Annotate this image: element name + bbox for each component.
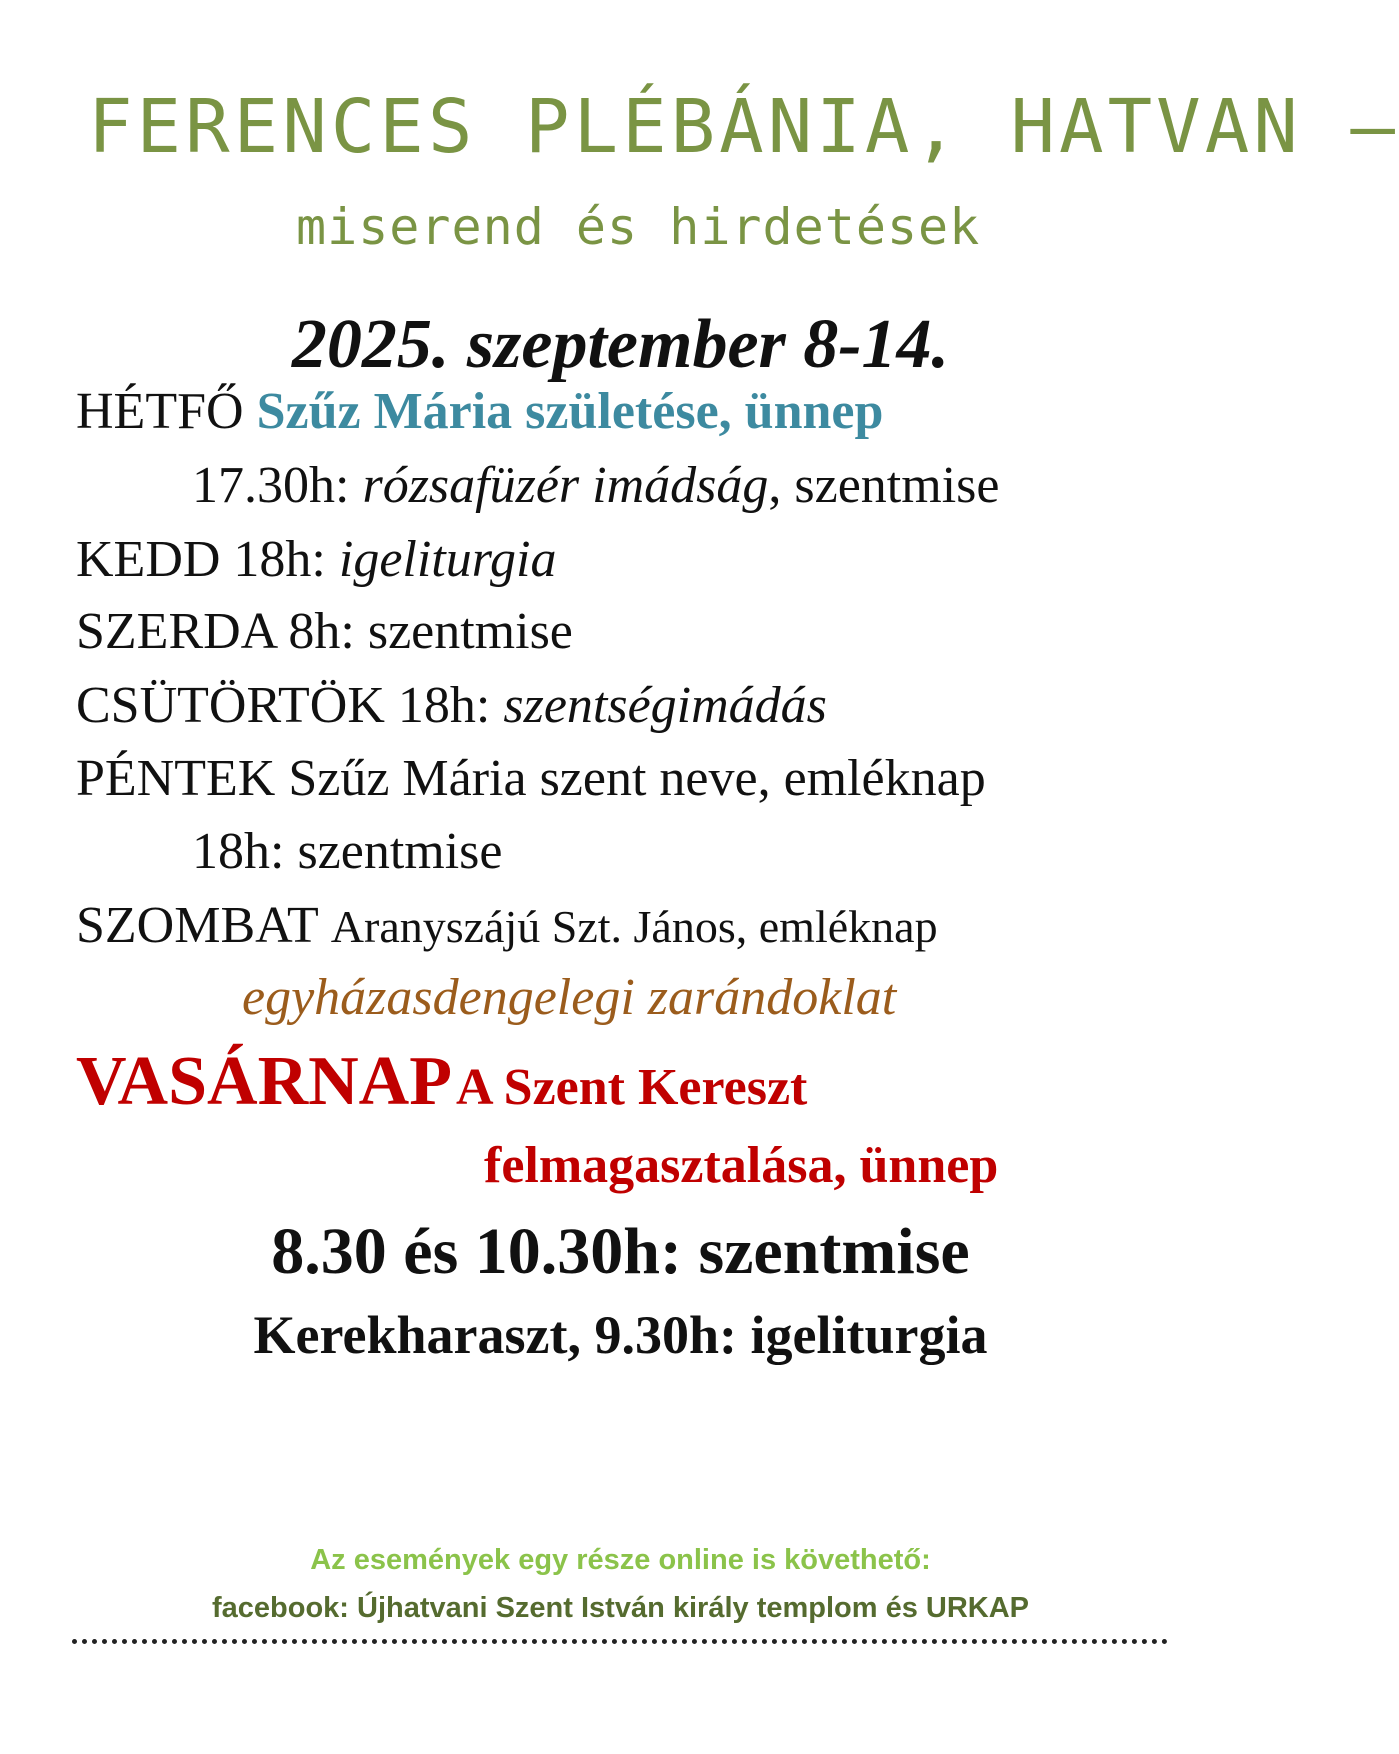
sunday-mass: 8.30 és 10.30h: szentmise	[271, 1215, 970, 1288]
monday-line	[76, 382, 883, 441]
saturday-line	[76, 896, 938, 955]
online-note: Az események egy része online is követhető:	[310, 1544, 931, 1576]
wednesday-time: 8h:	[288, 603, 368, 660]
sunday-feast-1: A Szent Kereszt	[455, 1059, 808, 1116]
monday-feast: Szűz Mária születése, ünnep	[256, 383, 884, 440]
sunday-feast-2: felmagasztalása, ünnep	[484, 1137, 999, 1194]
sunday-line	[76, 1042, 807, 1122]
monday-mass: , szentmise	[768, 457, 1000, 514]
saturday-feast: Aranyszájú Szt. János, emléknap	[330, 901, 938, 952]
wednesday-day: SZERDA	[76, 603, 276, 660]
friday-line	[76, 749, 986, 808]
wednesday-event: szentmise	[367, 603, 573, 660]
kerekharaszt-liturgy: Kerekharaszt, 9.30h: igeliturgia	[253, 1305, 988, 1365]
monday-day: HÉTFŐ	[76, 383, 244, 440]
sunday-day: VASÁRNAP	[76, 1043, 452, 1120]
facebook-note: facebook: Újhatvani Szent István király templom és URKAP	[211, 1592, 1030, 1624]
thursday-day: CSÜTÖRTÖK	[76, 677, 385, 734]
page-subtitle: miserend és hirdetések	[296, 198, 981, 256]
thursday-time: 18h:	[397, 677, 504, 734]
tuesday-day: KEDD	[76, 531, 221, 588]
dotted-divider	[72, 1639, 1168, 1644]
wednesday-line	[76, 602, 573, 661]
monday-schedule	[192, 456, 999, 515]
tuesday-time: 18h:	[233, 531, 339, 588]
monday-time: 17.30h:	[192, 457, 363, 514]
thursday-event: szentségimádás	[503, 677, 827, 734]
friday-day: PÉNTEK	[76, 750, 276, 807]
saturday-day: SZOMBAT	[76, 897, 318, 954]
week-date: 2025. szeptember 8-14.	[291, 306, 950, 383]
friday-schedule: 18h: szentmise	[192, 823, 503, 880]
saturday-pilgrimage: egyházasdengelegi zarándoklat	[242, 969, 897, 1026]
tuesday-line	[76, 530, 557, 589]
friday-feast: Szűz Mária szent neve, emléknap	[288, 750, 986, 807]
page-title: FERENCES PLÉBÁNIA, HATVAN –	[88, 84, 1399, 170]
monday-rosary: rózsafüzér imádság	[362, 457, 769, 514]
tuesday-event: igeliturgia	[338, 531, 557, 588]
thursday-line	[76, 676, 827, 735]
